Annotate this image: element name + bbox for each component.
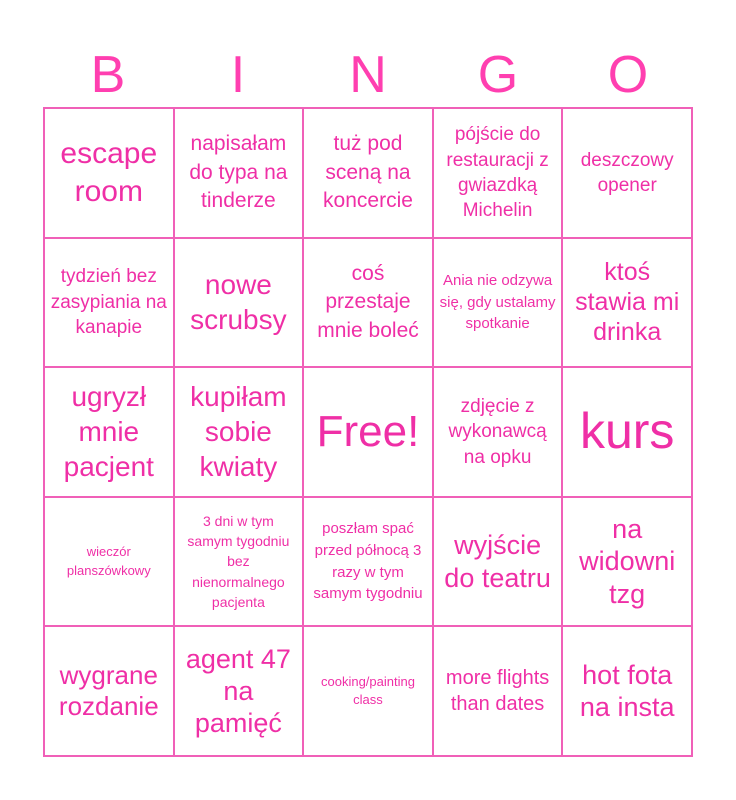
bingo-cell[interactable]: na widowni tzg: [563, 498, 693, 628]
bingo-cell[interactable]: wieczór planszówkowy: [45, 498, 175, 628]
bingo-cell[interactable]: escape room: [45, 109, 175, 239]
bingo-cell[interactable]: wygrane rozdanie: [45, 627, 175, 757]
bingo-cell[interactable]: poszłam spać przed północą 3 razy w tym samym tygodniu: [304, 498, 434, 628]
free-cell[interactable]: Free!: [304, 368, 434, 498]
bingo-cell[interactable]: napisałam do typa na tinderze: [175, 109, 305, 239]
bingo-cell[interactable]: hot fota na insta: [563, 627, 693, 757]
bingo-cell[interactable]: deszczowy opener: [563, 109, 693, 239]
bingo-cell[interactable]: coś przestaje mnie boleć: [304, 239, 434, 369]
bingo-cell[interactable]: 3 dni w tym samym tygodniu bez nienormalnego pacjenta: [175, 498, 305, 628]
title-letter-n: N: [349, 46, 387, 104]
bingo-cell[interactable]: cooking/painting class: [304, 627, 434, 757]
title-letter-g: G: [477, 46, 519, 104]
bingo-title: [43, 40, 693, 110]
title-letter-o: O: [607, 46, 649, 104]
bingo-cell[interactable]: zdjęcie z wykonawcą na opku: [434, 368, 564, 498]
bingo-cell[interactable]: nowe scrubsy: [175, 239, 305, 369]
bingo-cell[interactable]: tuż pod sceną na koncercie: [304, 109, 434, 239]
bingo-cell[interactable]: more flights than dates: [434, 627, 564, 757]
title-letter-i: I: [230, 46, 246, 104]
bingo-cell[interactable]: tydzień bez zasypiania na kanapie: [45, 239, 175, 369]
bingo-cell[interactable]: ktoś stawia mi drinka: [563, 239, 693, 369]
bingo-cell[interactable]: ugryzł mnie pacjent: [45, 368, 175, 498]
bingo-cell[interactable]: wyjście do teatru: [434, 498, 564, 628]
bingo-grid: [43, 107, 693, 757]
bingo-cell[interactable]: agent 47 na pamięć: [175, 627, 305, 757]
bingo-cell[interactable]: pójście do restauracji z gwiazdką Michelin: [434, 109, 564, 239]
bingo-cell[interactable]: kupiłam sobie kwiaty: [175, 368, 305, 498]
bingo-cell[interactable]: kurs: [563, 368, 693, 498]
bingo-cell[interactable]: Ania nie odzywa się, gdy ustalamy spotkanie: [434, 239, 564, 369]
title-letter-b: B: [90, 46, 126, 104]
